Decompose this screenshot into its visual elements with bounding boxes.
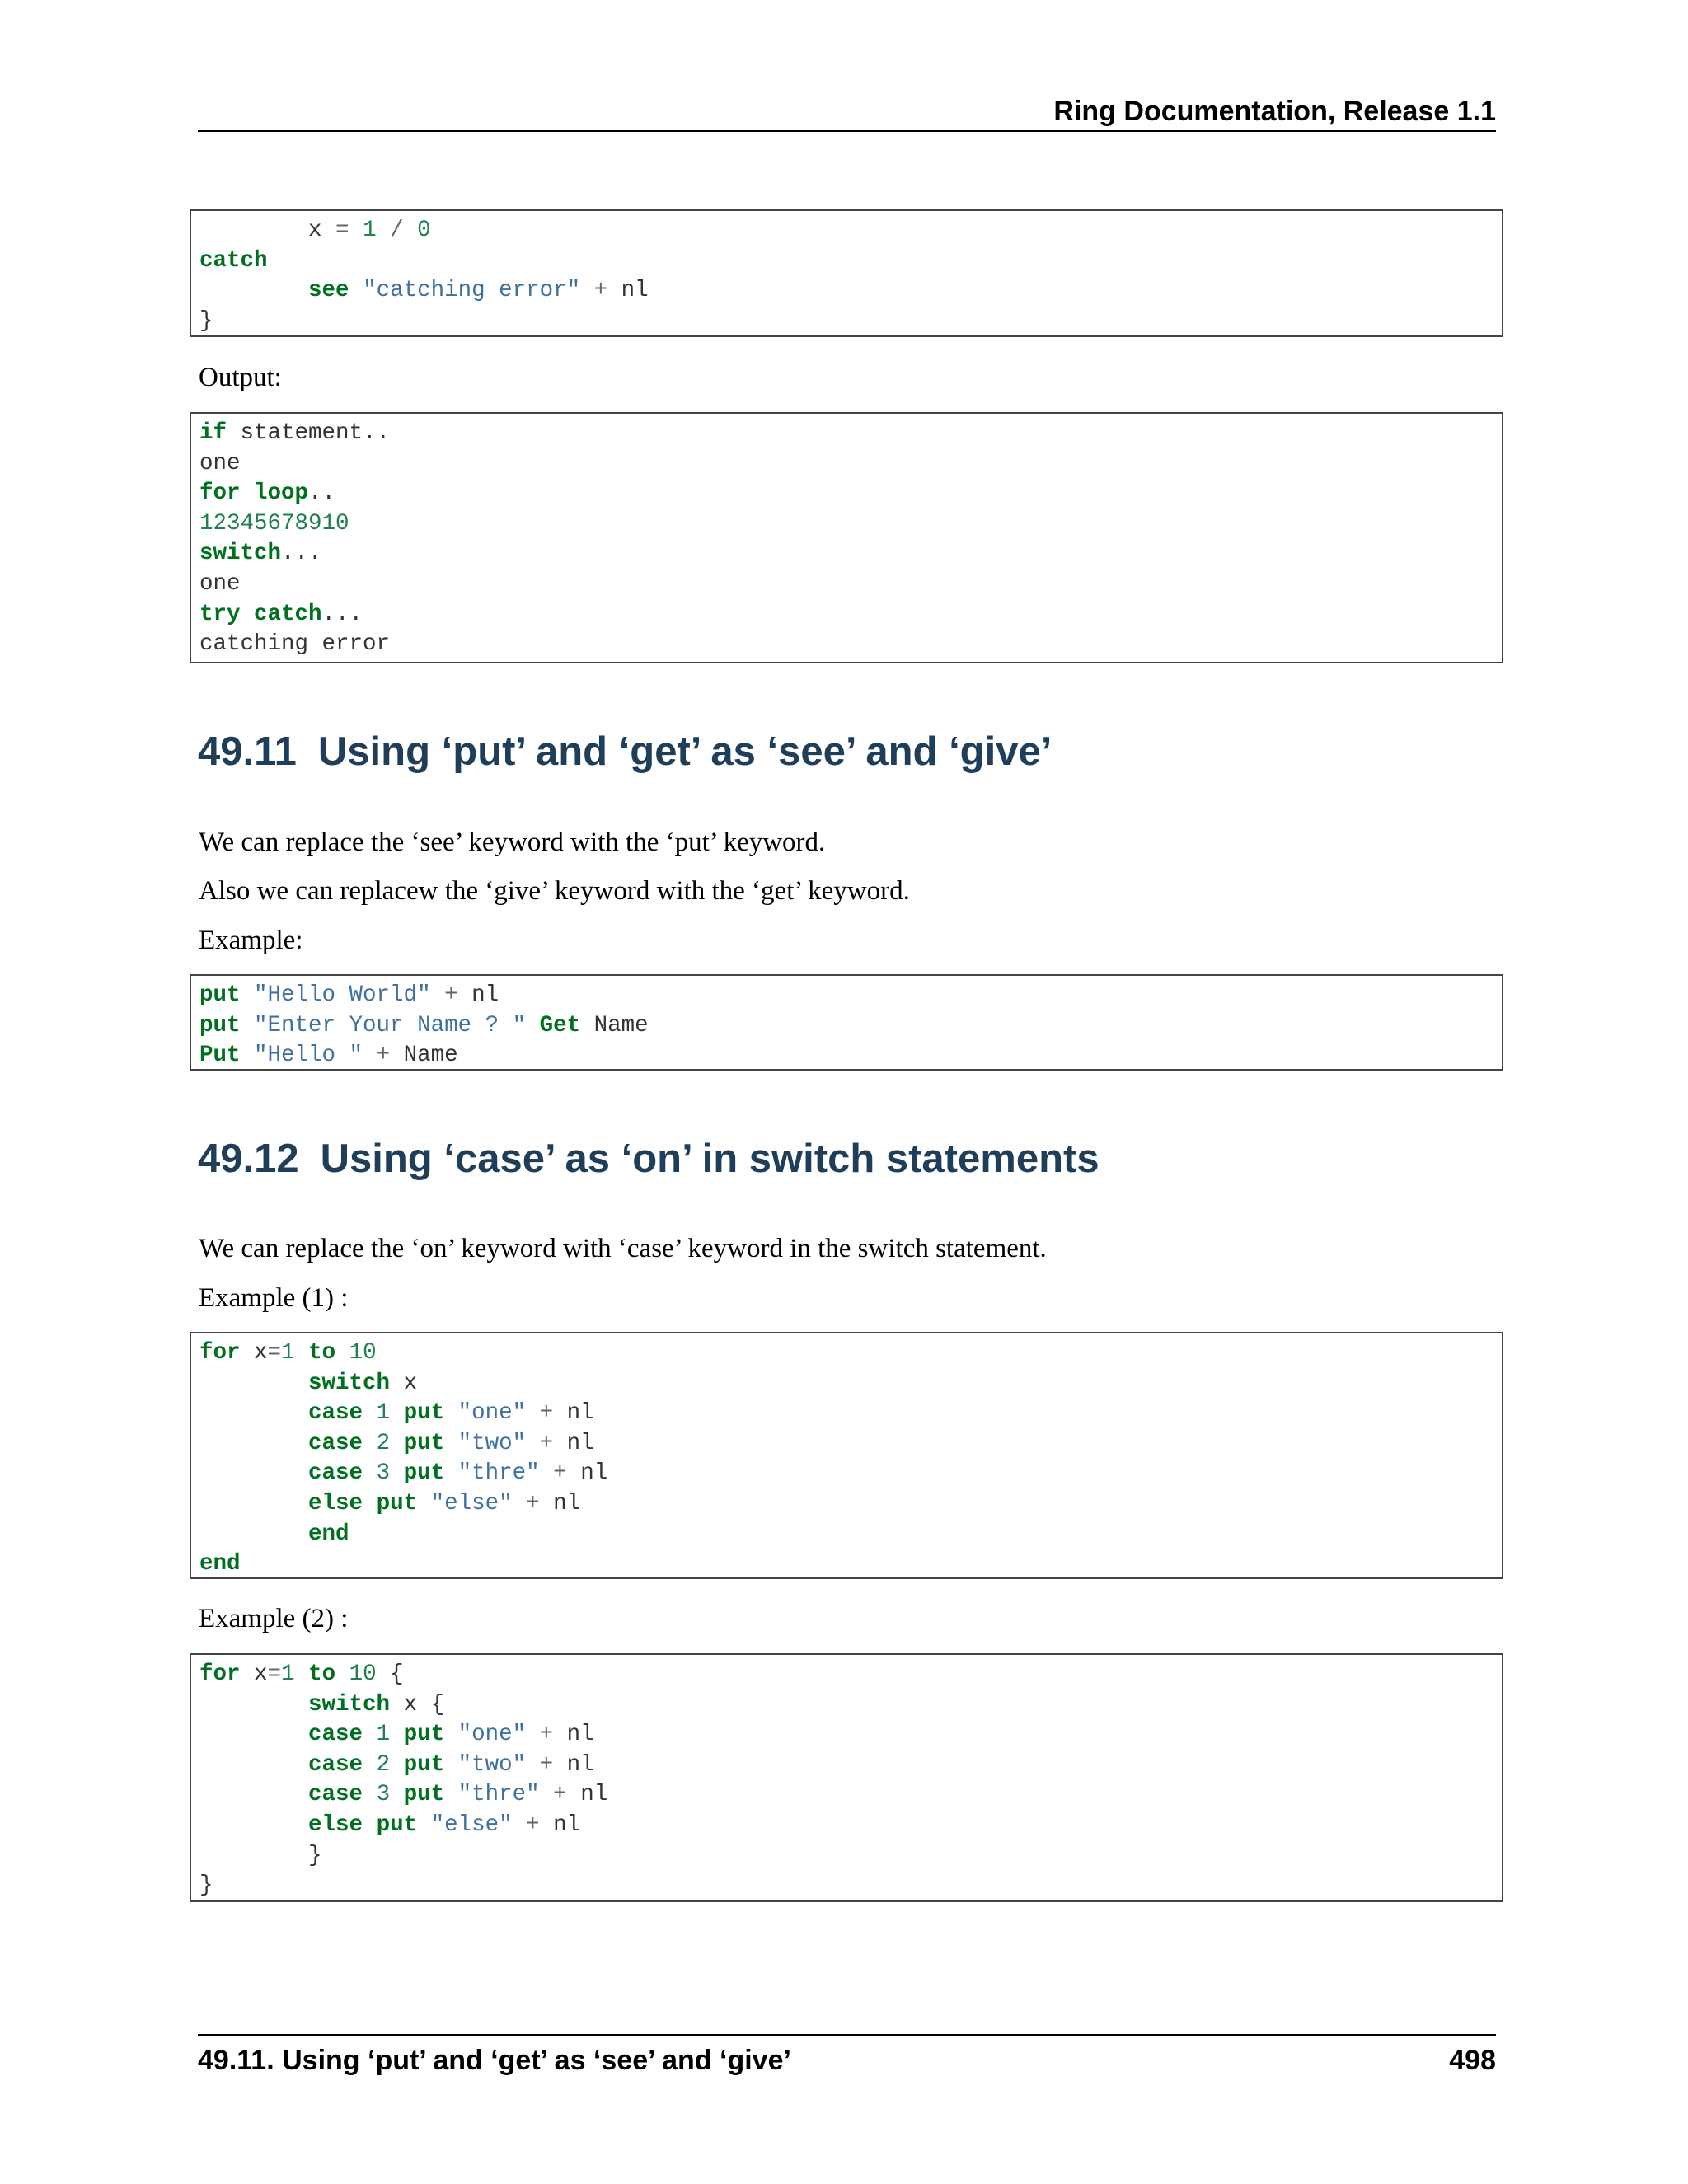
code-text: x	[240, 1340, 268, 1366]
paragraph: We can replace the ‘see’ keyword with the ‘put’ keyword.	[199, 827, 826, 857]
code-text	[390, 1752, 404, 1778]
code-string: "Hello "	[254, 1043, 363, 1069]
code-number: 1	[376, 1400, 391, 1427]
code-text: catching error	[199, 631, 391, 658]
code-text: Name	[580, 1012, 649, 1038]
code-operator: +	[539, 1400, 554, 1427]
code-text	[199, 1400, 308, 1426]
code-operator: +	[539, 1751, 554, 1778]
code-text	[513, 1812, 527, 1838]
code-text	[363, 1812, 377, 1838]
code-text	[363, 1400, 377, 1426]
code-text: nl	[539, 1811, 581, 1838]
section-number: 49.12	[198, 1137, 299, 1181]
code-text	[444, 1460, 458, 1486]
code-operator: +	[526, 1811, 540, 1838]
code-number: 3	[376, 1782, 391, 1808]
code-operator: +	[539, 1722, 554, 1748]
code-line	[199, 1750, 1493, 1781]
code-text	[390, 1431, 404, 1456]
code-text: nl	[457, 982, 499, 1008]
code-text	[526, 1013, 540, 1038]
code-line	[199, 1841, 1493, 1872]
code-text	[199, 278, 308, 303]
code-keyword: for loop	[199, 480, 309, 507]
code-text: {	[376, 1661, 404, 1687]
code-text	[199, 1431, 308, 1456]
code-line	[199, 1549, 1493, 1580]
code-line	[199, 630, 1493, 660]
code-text: x	[240, 1661, 268, 1687]
code-text: nl	[553, 1751, 594, 1778]
code-line	[199, 276, 1493, 307]
code-keyword: for	[199, 1340, 241, 1366]
code-line	[199, 1011, 1493, 1042]
code-keyword: put	[376, 1490, 418, 1516]
code-keyword: put	[403, 1400, 445, 1427]
code-operator: +	[539, 1430, 554, 1456]
code-keyword: case	[308, 1722, 363, 1748]
code-operator: +	[593, 278, 608, 304]
code-number: 1	[281, 1661, 295, 1687]
code-text	[444, 1782, 458, 1807]
code-text: x {	[390, 1691, 445, 1718]
code-text	[526, 1400, 540, 1426]
code-text	[363, 1460, 377, 1486]
code-number: 0	[417, 218, 431, 243]
code-block-put-get	[190, 974, 1503, 1071]
code-text: ..	[308, 480, 336, 507]
code-text	[199, 1491, 308, 1516]
code-number: 1	[281, 1340, 295, 1366]
code-text	[363, 1752, 377, 1778]
code-keyword: put	[403, 1782, 445, 1808]
code-line	[199, 1369, 1493, 1399]
code-keyword: switch	[308, 1691, 391, 1718]
page-number: 498	[1449, 2045, 1496, 2076]
code-number: 10	[349, 1340, 377, 1366]
code-text: nl	[539, 1490, 581, 1516]
code-keyword: case	[308, 1751, 363, 1778]
code-string: "else"	[430, 1811, 513, 1838]
code-text	[199, 1752, 308, 1778]
code-block-try-catch	[190, 209, 1503, 337]
code-keyword: to	[308, 1661, 336, 1687]
code-string: "thre"	[457, 1460, 540, 1487]
code-string: "one"	[457, 1400, 527, 1427]
code-text	[199, 1722, 308, 1747]
code-text	[363, 1431, 377, 1456]
code-block-example-2	[190, 1653, 1503, 1902]
code-number: 1	[376, 1722, 391, 1748]
code-text	[540, 1460, 554, 1486]
code-text	[580, 278, 594, 303]
section-heading-49-12	[198, 1136, 1100, 1182]
code-text: }	[199, 1842, 322, 1868]
code-keyword: Get	[539, 1012, 581, 1038]
code-keyword: case	[308, 1400, 363, 1427]
code-text: one	[199, 570, 241, 597]
code-string: "one"	[457, 1722, 527, 1748]
example-label: Example (2) :	[199, 1604, 349, 1633]
code-line	[199, 600, 1493, 630]
code-line	[199, 479, 1493, 509]
code-keyword: put	[199, 982, 241, 1008]
code-keyword: put	[403, 1751, 445, 1778]
code-line	[199, 1811, 1493, 1841]
code-text	[349, 218, 363, 243]
code-text: nl	[607, 278, 649, 304]
code-text	[526, 1752, 540, 1778]
code-text	[295, 1661, 309, 1687]
code-line	[199, 1780, 1493, 1811]
code-line	[199, 1399, 1493, 1429]
code-text: }	[199, 1872, 213, 1899]
code-operator: =	[267, 1340, 282, 1366]
code-text	[526, 1431, 540, 1456]
code-text	[199, 1521, 308, 1547]
code-keyword: put	[403, 1722, 445, 1748]
code-operator: +	[526, 1490, 540, 1516]
code-text	[526, 1722, 540, 1747]
code-keyword: put	[403, 1460, 445, 1487]
code-number: 12345678910	[199, 510, 349, 537]
code-text	[444, 1722, 458, 1747]
code-text	[199, 1460, 308, 1486]
code-text	[540, 1782, 554, 1807]
code-keyword: put	[376, 1811, 418, 1838]
section-number: 49.11	[198, 729, 297, 774]
code-text	[241, 1043, 255, 1068]
code-text: nl	[553, 1400, 594, 1427]
code-string: "Enter Your Name ? "	[254, 1012, 527, 1038]
code-keyword: if	[199, 420, 227, 446]
code-text	[417, 1812, 431, 1838]
code-line	[199, 1520, 1493, 1550]
code-number: 10	[349, 1661, 377, 1687]
code-text	[377, 218, 391, 243]
running-header: Ring Documentation, Release 1.1	[198, 92, 1496, 132]
code-text	[199, 1371, 308, 1396]
code-keyword: put	[199, 1012, 241, 1038]
code-text	[199, 1782, 308, 1807]
code-keyword: end	[199, 1551, 241, 1577]
code-keyword: see	[308, 278, 349, 304]
code-number: 3	[376, 1460, 391, 1487]
code-string: "else"	[430, 1490, 513, 1516]
footer-rule	[198, 2034, 1496, 2036]
code-text	[349, 278, 363, 303]
paragraph: Also we can replacew the ‘give’ keyword with the ‘get’ keyword.	[199, 876, 910, 906]
code-text: nl	[553, 1430, 594, 1456]
code-keyword: try catch	[199, 601, 322, 627]
code-line	[199, 509, 1493, 540]
code-keyword: end	[308, 1521, 349, 1547]
code-text	[390, 1400, 404, 1426]
code-block-example-1	[190, 1332, 1503, 1579]
code-keyword: to	[308, 1340, 336, 1366]
code-keyword: for	[199, 1661, 241, 1687]
code-text	[199, 1812, 308, 1838]
code-text	[335, 1340, 349, 1366]
code-text	[390, 1460, 404, 1486]
code-text: }	[199, 307, 213, 334]
example-label: Example (1) :	[199, 1283, 349, 1313]
code-text	[444, 1400, 458, 1426]
code-line	[199, 419, 1493, 449]
running-footer	[198, 2042, 1496, 2079]
code-line	[199, 1660, 1493, 1690]
section-heading-49-11	[198, 729, 1052, 775]
code-number: 2	[376, 1430, 391, 1456]
code-line	[199, 307, 1493, 337]
code-keyword: catch	[199, 247, 268, 274]
footer-section-title: 49.11. Using ‘put’ and ‘get’ as ‘see’ and ‘give’	[198, 2045, 791, 2076]
code-string: "Hello World"	[254, 982, 431, 1008]
code-keyword: put	[403, 1430, 445, 1456]
code-line	[199, 1459, 1493, 1489]
section-title: Using ‘case’ as ‘on’ in switch statements	[320, 1137, 1100, 1181]
code-text: x	[390, 1370, 418, 1396]
code-block-output	[190, 412, 1503, 663]
code-text: nl	[553, 1722, 594, 1748]
code-line	[199, 449, 1493, 480]
code-text	[390, 1782, 404, 1807]
code-string: "thre"	[457, 1782, 540, 1808]
code-line	[199, 1690, 1493, 1721]
code-text	[241, 1013, 255, 1038]
code-operator: +	[444, 982, 458, 1008]
code-text: ...	[281, 541, 322, 567]
code-operator: =	[267, 1661, 282, 1687]
paragraph: We can replace the ‘on’ keyword with ‘case’ keyword in the switch statement.	[199, 1234, 1047, 1263]
code-text	[444, 1431, 458, 1456]
code-line	[199, 246, 1493, 277]
code-text	[444, 1752, 458, 1778]
code-text: nl	[566, 1782, 608, 1808]
code-line	[199, 216, 1493, 246]
code-text	[199, 1692, 308, 1718]
code-keyword: case	[308, 1460, 363, 1487]
code-line	[199, 1871, 1493, 1901]
section-title: Using ‘put’ and ‘get’ as ‘see’ and ‘give’	[317, 729, 1053, 774]
code-line	[199, 1429, 1493, 1460]
code-text	[241, 982, 255, 1008]
code-text	[363, 1491, 377, 1516]
code-line	[199, 981, 1493, 1011]
code-line	[199, 539, 1493, 569]
code-text	[335, 1661, 349, 1687]
code-keyword: case	[308, 1430, 363, 1456]
code-string: "two"	[457, 1430, 527, 1456]
code-text: one	[199, 450, 241, 476]
code-keyword: switch	[199, 541, 282, 567]
code-line	[199, 1489, 1493, 1520]
code-text	[363, 1782, 377, 1807]
code-text: x	[199, 218, 336, 243]
code-text: nl	[566, 1460, 608, 1487]
code-text	[513, 1491, 527, 1516]
code-number: 1	[363, 218, 377, 243]
code-keyword: else	[308, 1490, 363, 1516]
code-keyword: Put	[199, 1043, 241, 1069]
code-string: "catching error"	[363, 278, 581, 304]
code-operator: +	[553, 1460, 567, 1487]
code-operator: +	[376, 1043, 391, 1069]
code-text: ...	[321, 601, 363, 627]
code-text: statement..	[227, 420, 391, 446]
code-text	[363, 1722, 377, 1747]
code-line	[199, 1338, 1493, 1369]
code-text	[295, 1340, 309, 1366]
code-keyword: else	[308, 1811, 363, 1838]
code-number: 2	[376, 1751, 391, 1778]
code-text: Name	[390, 1043, 458, 1069]
output-label: Output:	[199, 363, 282, 392]
code-text	[390, 1722, 404, 1747]
code-keyword: switch	[308, 1370, 391, 1396]
code-string: "two"	[457, 1751, 527, 1778]
code-text	[363, 1043, 377, 1068]
example-label: Example:	[199, 926, 303, 955]
code-operator: /	[390, 218, 404, 243]
code-text	[417, 1491, 431, 1516]
code-line	[199, 1041, 1493, 1071]
code-line	[199, 1720, 1493, 1750]
code-text	[431, 982, 445, 1008]
code-keyword: case	[308, 1782, 363, 1808]
code-operator: +	[553, 1782, 567, 1808]
code-operator: =	[335, 218, 349, 243]
code-line	[199, 569, 1493, 600]
code-text	[404, 218, 418, 243]
